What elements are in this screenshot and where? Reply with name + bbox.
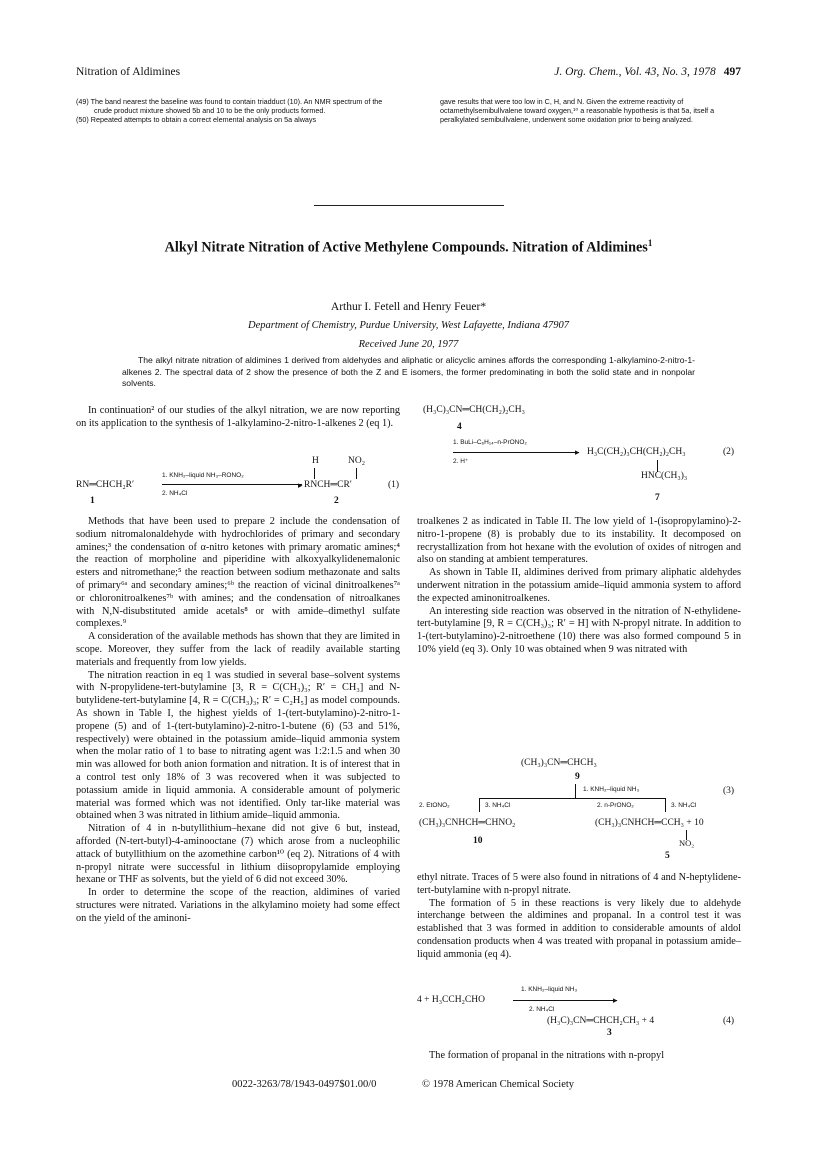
- running-header-left: Nitration of Aldimines: [76, 66, 181, 78]
- eq3-reactant-num: 9: [575, 772, 580, 782]
- page-number: 497: [723, 66, 741, 78]
- eq2-step2: 2. H⁺: [453, 458, 469, 465]
- eq1-reactant: RN═CHCH₂R′: [76, 480, 135, 490]
- eq1-arrow: [162, 484, 302, 485]
- equation-1: [76, 456, 400, 512]
- title-footnote-mark: 1: [647, 238, 653, 248]
- eq1-reactant-num: 1: [90, 496, 95, 506]
- eq3-prod-left: (CH₃)₃CNHCH═CHNO₂: [419, 818, 516, 828]
- paragraph: A consideration of the available methods has shown that they are limited in scope. Moreover, they suffer from the lack of readily available starting materials and frequently from low yields.: [76, 631, 400, 668]
- eq3-right-b: 3. NH₄Cl: [671, 802, 697, 809]
- abstract: The alkyl nitrate nitration of aldimines 1 derived from aldehydes and aliphatic or alicyclic amines affords the corresponding 1-alkylamino-2-nitro-1-alkenes 2. The spectral data of 2 show the presence of both the Z and E isomers, the former predominating in both the solid state and in nonpolar solvents.: [122, 355, 695, 388]
- footer-code: 0022-3263/78/1943-0497$01.00/0: [232, 1079, 377, 1090]
- eq4-arrow: [513, 1000, 617, 1001]
- authors: Arthur I. Fetell and Henry Feuer*: [330, 301, 487, 313]
- footnotes-left: [76, 97, 399, 124]
- footnote-49: (49) The band nearest the baseline was found to contain triadduct (10). An NMR spectrum of the crude product mixture showed 5b and 10 to be the only products formed.: [76, 97, 383, 115]
- eq3-branch: [479, 798, 665, 799]
- journal-citation: J. Org. Chem., Vol. 43, No. 3, 1978: [554, 66, 716, 78]
- equation-3: [417, 758, 747, 864]
- eq2-reactant-num: 4: [457, 422, 462, 432]
- eq4-reactant: 4 + H₃CCH₂CHO: [417, 995, 485, 1005]
- footnote-50: (50) Repeated attempts to obtain a correct elemental analysis on 5a always: [76, 115, 317, 124]
- equation-2: [417, 405, 747, 511]
- left-body: [76, 516, 400, 926]
- eq4-step2: 2. NH₄Cl: [529, 1006, 555, 1013]
- eq3-prod-left-num: 10: [473, 836, 483, 846]
- eq1-bond-h: [314, 468, 315, 479]
- paragraph: Nitration of 4 in n-butyllithium–hexane did not give 6 but, instead, afforded (N-tert-butyl)-4-aminooctane (7) which arose from a nucleophilic attack of butyllithium on the azomethine carbon¹⁰ (eq 2). Nitrations of 4 with n-propyl nitrate were successful in lithium diisopropylamide employing hexane or THF as solvents, but the yield of 6 did not exceed 30%.: [76, 823, 400, 886]
- right-body-1: [417, 516, 741, 657]
- eq3-prod-right: (CH₃)₃CNHCH═CCH₃ + 10: [595, 818, 704, 828]
- eq4-step1: 1. KNH₂–liquid NH₃: [521, 986, 578, 993]
- paragraph: In order to determine the scope of the reaction, aldimines of varied structures were nitrated. Variations in the alkylamino moiety had some effect on the yield of the aminoni-: [76, 887, 400, 924]
- eq4-arrowhead: ▸: [613, 995, 618, 1005]
- paragraph: An interesting side reaction was observed in the nitration of N-ethylidene-tert-butylamine [9, R = C(CH₃)₃; R′ = H] with N-propyl nitrate. In addition to 1-(tert-butylamino)-2-nitroethene (10) there was also formed compound 5 in 10% yield (eq 3). Only 10 was obtained when 9 was nitrated with: [417, 605, 741, 655]
- paragraph: The formation of propanal in the nitrations with n-propyl: [429, 1050, 665, 1061]
- eq3-prod-right-sub: NO₂: [679, 838, 695, 848]
- eq4-product: (H₃C)₃CN═CHCH₂CH₃ + 4: [547, 1016, 655, 1026]
- received-date: Received June 20, 1977: [358, 339, 459, 350]
- eq1-label: (1): [388, 480, 400, 490]
- section-divider: [314, 205, 504, 206]
- right-body-3: [417, 1050, 741, 1063]
- eq2-label: (2): [723, 447, 735, 457]
- eq3-left-b: 3. NH₄Cl: [485, 802, 511, 809]
- paragraph: ethyl nitrate. Traces of 5 were also found in nitrations of 4 and N-heptylidene-tert-butylamine with n-propyl nitrate.: [417, 872, 741, 896]
- paragraph: As shown in Table II, aldimines derived from primary aliphatic aldehydes underwent nitration in the potassium amide–liquid ammonia system to afford the expected aminonitroalkenes.: [417, 567, 741, 604]
- eq2-arrow: [453, 452, 579, 453]
- eq2-step1: 1. BuLi–C₆H₁₄–n-PrONO₂: [453, 439, 527, 446]
- running-header-right: [554, 66, 741, 78]
- eq1-step2: 2. NH₄Cl: [162, 490, 188, 497]
- equation-4: [417, 986, 747, 1038]
- paragraph: The nitration reaction in eq 1 was studied in several base–solvent systems with N-propylidene-tert-butylamine [3, R = C(CH₃)₃; R′ = CH₃] and N-butylidene-tert-butylamine [4, R = C(CH₃)₃; R′ = C₂H₅] as model compounds. As shown in Table I, the highest yields of 1-(tert-butylamino)-2-nitro-1-propene (5) and of 1-(tert-butylamino)-2-nitro-1-butene (6) (53 and 51%, respectively) were obtained in the potassium amide–liquid ammonia system when the molar ratio of 1 to base to nitrating agent was 1:2:1.5 and when 30 min was allowed for both anion formation and nitration. It is of interest that in a control test only 18% of 3 was recovered when it was subjected to potassium amide in liquid ammonia. A considerable amount of polymeric material was formed which was not identified. Only tar-like material was obtained when 3 was nitrated in lithium amide–liquid ammonia.: [76, 669, 400, 822]
- eq3-bond-vertical: [575, 784, 576, 798]
- eq3-step1: 1. KNH₂–liquid NH₃: [583, 786, 640, 793]
- eq3-branch-left: [479, 798, 480, 812]
- eq1-arrowhead: ▸: [298, 480, 303, 490]
- eq4-product-num: 3: [607, 1028, 612, 1038]
- eq1-product: RNCH═CR′: [304, 480, 352, 490]
- paragraph: troalkenes 2 as indicated in Table II. The low yield of 1-(isopropylamino)-2-nitro-1-propene (8) is probably due to its instability. It decomposed on recrystallization from hot hexane with the evolution of oxides of nitrogen and also on standing at ambient temperatures.: [417, 516, 741, 566]
- right-body-2: [417, 872, 741, 962]
- eq3-label: (3): [723, 786, 735, 796]
- article-title: [110, 233, 707, 258]
- eq1-step1: 1. KNH₂–liquid NH₃–RONO₂: [162, 472, 244, 479]
- eq3-prod-right-num: 5: [665, 851, 670, 861]
- eq1-bond-no2: [356, 468, 357, 479]
- paragraph: The formation of 5 in these reactions is very likely due to aldehyde interchange between the aldimines and propanal. In a control test it was established that 3 was formed in addition to considerable amounts of aldol condensation products when 4 was treated with propanal in potassium amide–liquid ammonia (eq 4).: [417, 897, 741, 960]
- eq1-h: H: [312, 456, 319, 466]
- footnotes-right: gave results that were too low in C, H, and N. Given the extreme reactivity of octamethylsemibullvalene toward oxygen,¹⁰ a reasonable hypothesis is that 5a, itself a peralkylated semibullvalene, underwent some oxidation prior to being analyzed.: [440, 97, 715, 124]
- eq2-product-num: 7: [655, 493, 660, 503]
- eq2-arrowhead: ▸: [575, 447, 580, 457]
- eq2-product: H₃C(CH₂)₃CH(CH₂)₂CH₃: [587, 447, 686, 457]
- paragraph: Methods that have been used to prepare 2 include the condensation of sodium nitromalonaldehyde with hydrochlorides of primary and secondary amines;³ the condensation of α-nitro ketones with primary aromatic amines;⁴ the reaction of morpholine and piperidine with alkoxyalkylidenemalonic esters and nitromethane;⁵ the reaction between sodium methazonate and salts of primary⁶ᵃ and secondary amines;⁶ᵇ the reaction of vicinal dinitroalkenes⁷ᵃ or chloronitroalkenes⁷ᵇ with amines; and the condensation of nitroalkanes with N,N-disubstituted amide acetals⁸ or with amide–dimethyl sulfate complexes.⁹: [76, 516, 400, 630]
- eq3-right-a: 2. n-PrONO₂: [597, 802, 634, 809]
- eq4-label: (4): [723, 1016, 735, 1026]
- eq3-reactant: (CH₃)₃CN═CHCH₃: [521, 758, 597, 768]
- article-title-text: Alkyl Nitrate Nitration of Active Methylene Compounds. Nitration of Aldimines: [164, 239, 648, 256]
- footer-copyright: © 1978 American Chemical Society: [422, 1079, 575, 1090]
- eq3-left-a: 2. EtONO₂: [419, 802, 450, 809]
- left-para-1: [76, 405, 400, 431]
- eq3-branch-right: [665, 798, 666, 812]
- eq1-product-num: 2: [334, 496, 339, 506]
- eq2-product-sub: HNC(CH₃)₃: [641, 471, 688, 481]
- affiliation: Department of Chemistry, Purdue University, West Lafayette, Indiana 47907: [248, 320, 569, 331]
- eq2-reactant: (H₃C)₃CN═CH(CH₂)₂CH₃: [423, 405, 525, 415]
- paragraph: In continuation² of our studies of the alkyl nitration, we are now reporting on its application to the synthesis of 1-alkylamino-2-nitro-1-alkenes 2 (eq 1).: [76, 405, 400, 429]
- eq1-no2: NO₂: [348, 456, 366, 466]
